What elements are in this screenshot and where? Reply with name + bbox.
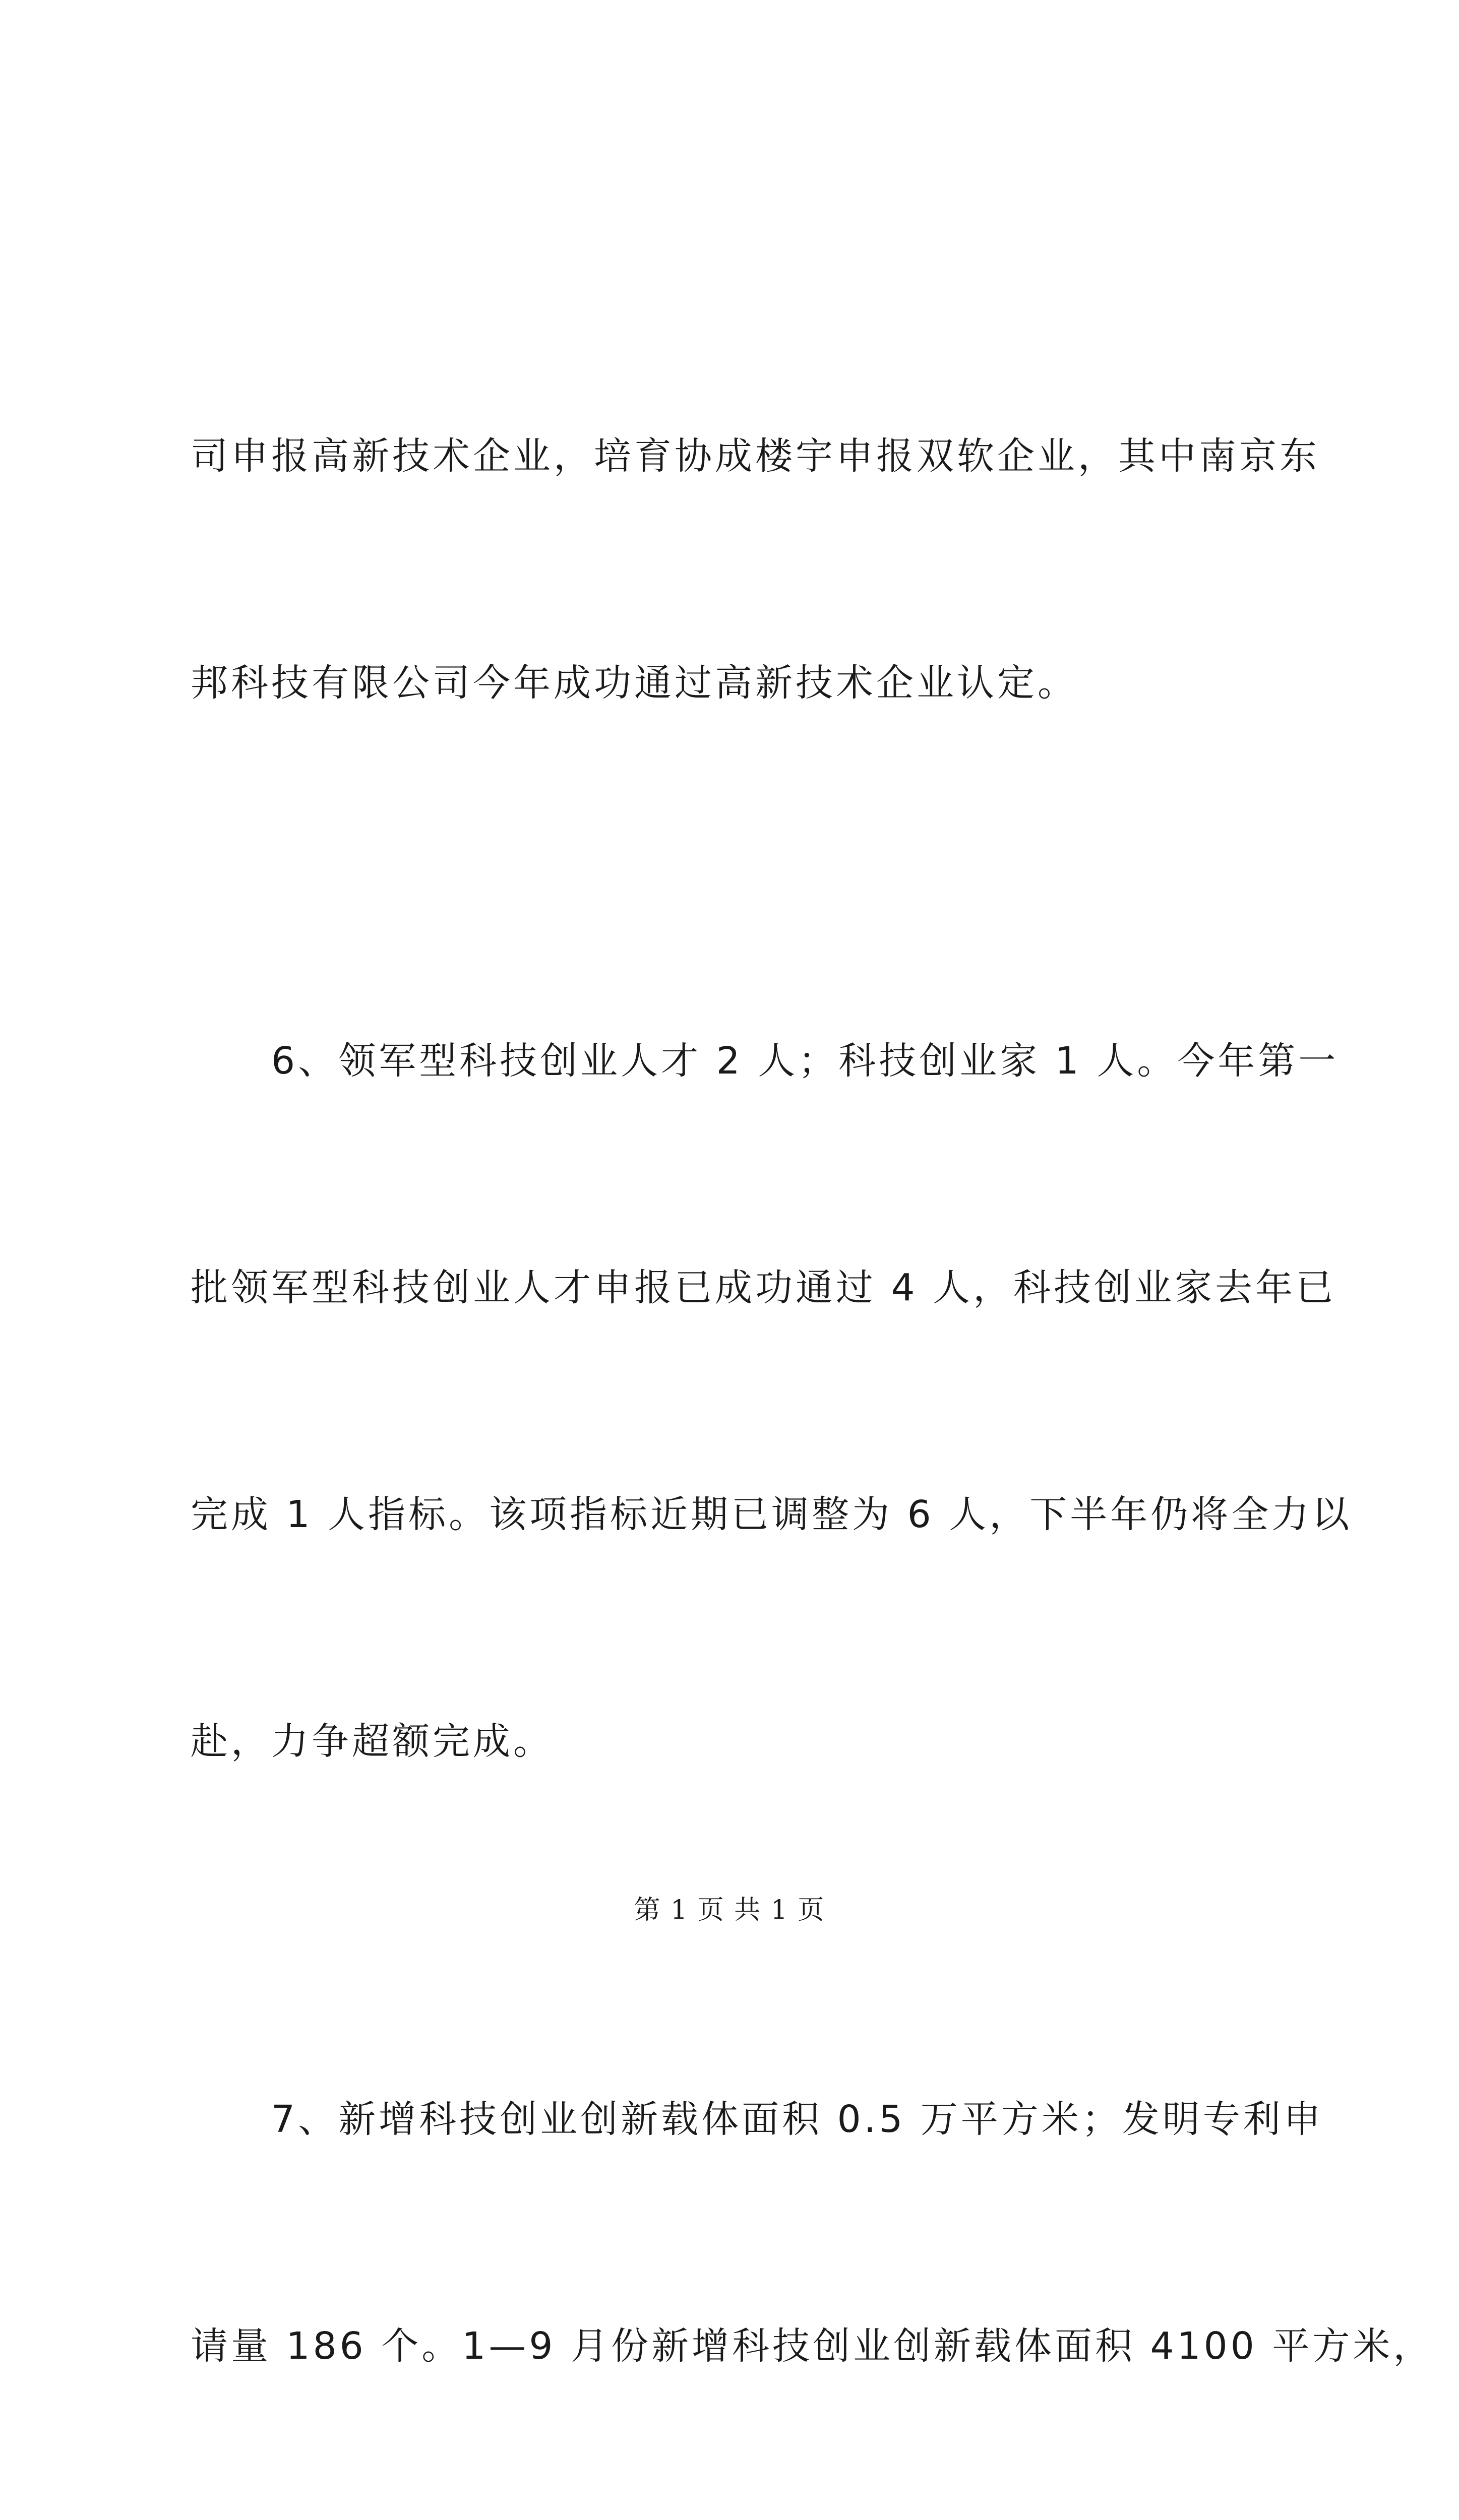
text-line: 邦科技有限公司今年成功通过高新技术企业认定。 xyxy=(191,661,1078,705)
text-line: 批领军型科技创业人才申报已成功通过 4 人，科技创业家去年已 xyxy=(191,1266,1336,1309)
text-line: 司申报高新技术企业，培育协成楼宇申报双软企业，其中南京东 xyxy=(191,434,1320,478)
document-body xyxy=(191,267,1434,2520)
paragraph-block-1 xyxy=(191,267,1320,872)
text-line: 请量 186 个。1—9 月份新增科技创业创新载体面积 4100 平方米， xyxy=(191,2324,1434,2368)
text-line: 赴，力争超额完成。 xyxy=(191,1720,554,1763)
text-line: 完成 1 人指标。该项指标近期已调整为 6 人，下半年仍将全力以 xyxy=(191,1493,1353,1536)
paragraph-item-6 xyxy=(191,872,1353,1930)
text-line: 6、领军型科技创业人才 2 人；科技创业家 1 人。今年第一 xyxy=(271,1039,1339,1083)
page-footer: 第 1 页 共 1 页 xyxy=(634,1895,825,1925)
paragraph-item-7 xyxy=(191,1930,1434,2520)
text-line: 7、新增科技创业创新载体面积 0.5 万平方米；发明专利申 xyxy=(271,2098,1324,2141)
